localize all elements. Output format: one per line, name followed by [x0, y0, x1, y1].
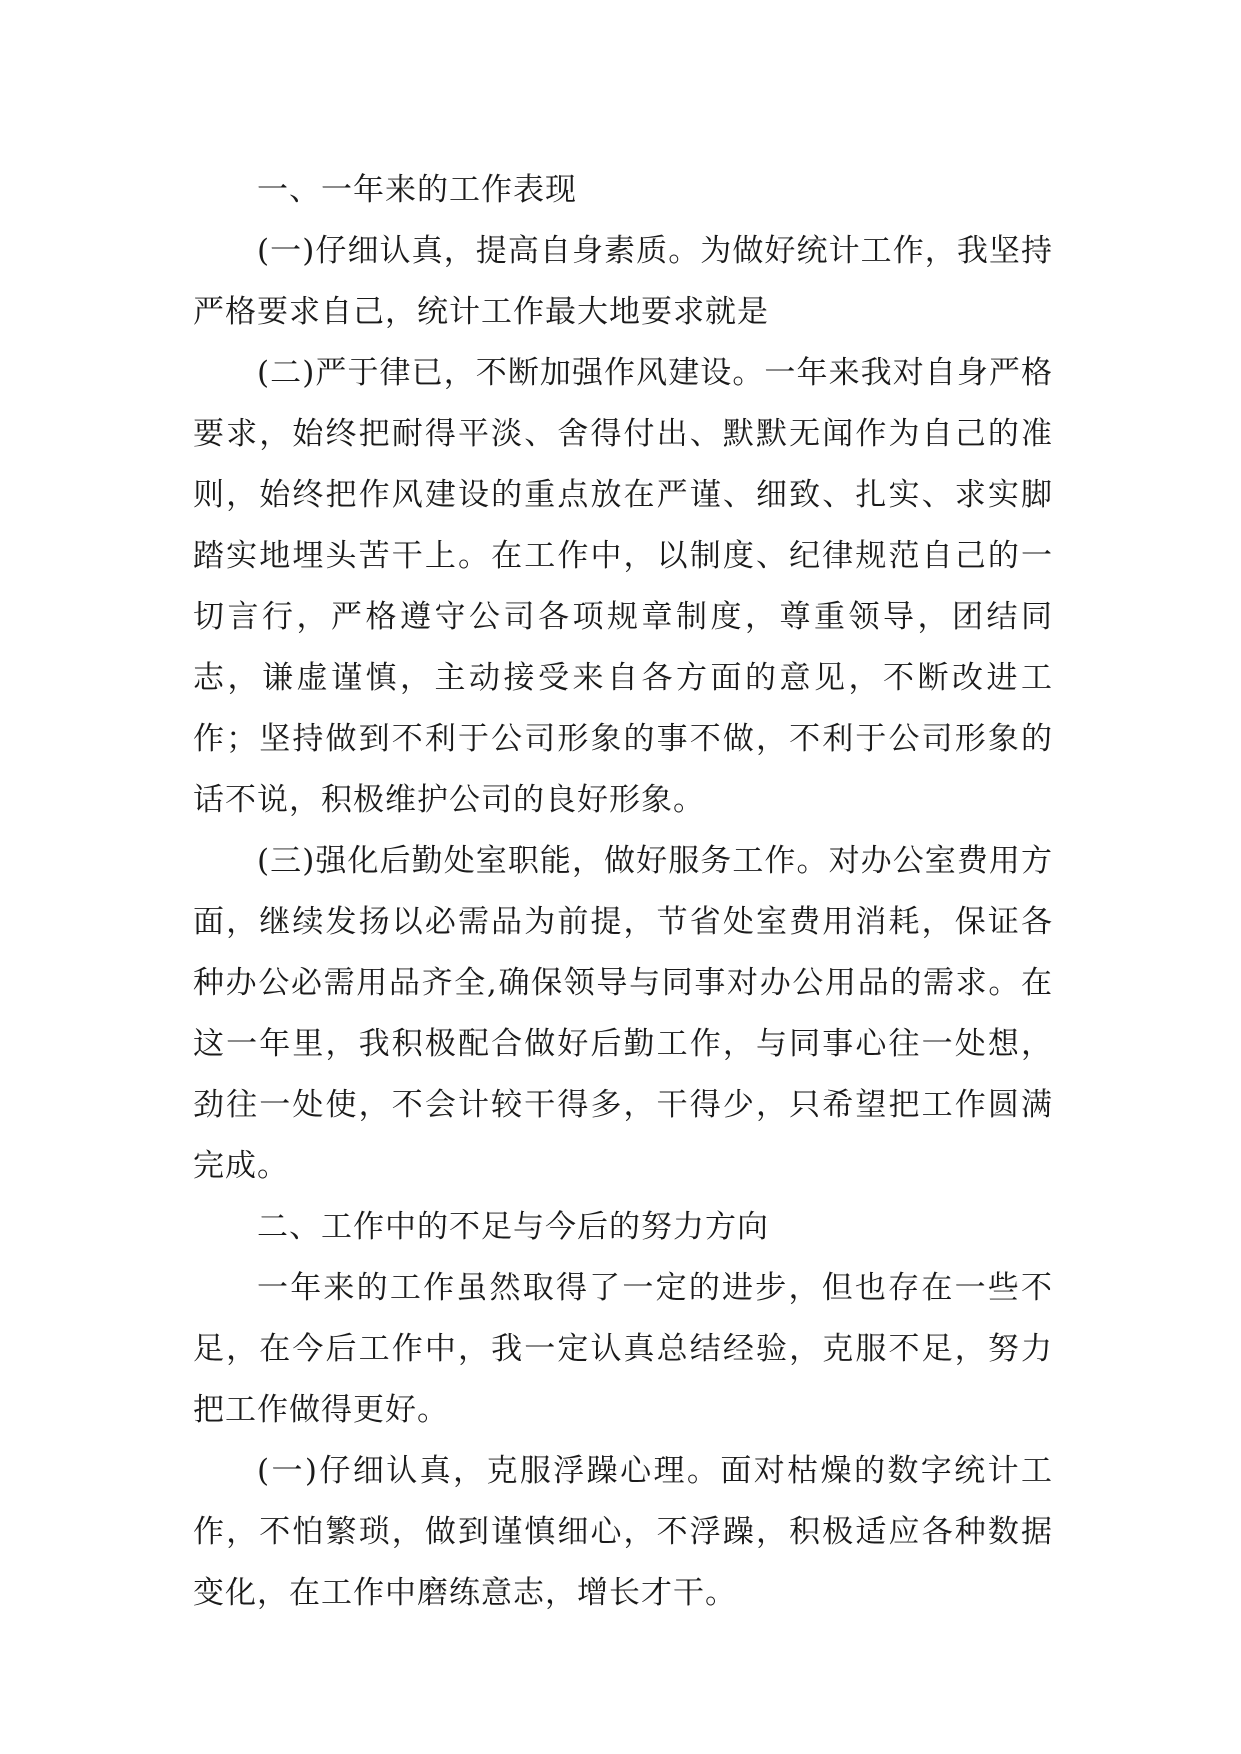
- paragraph: (一)仔细认真，克服浮躁心理。面对枯燥的数字统计工作，不怕繁琐，做到谨慎细心，不浮躁，积极适应各种数据变化，在工作中磨练意志，增长才干。: [193, 1453, 1053, 1611]
- section-heading-1: 一、一年来的工作表现: [257, 172, 577, 208]
- document-body: [193, 160, 1053, 1624]
- paragraph: (一)仔细认真，提高自身素质。为做好统计工作，我坚持严格要求自己，统计工作最大地要求就是: [193, 233, 1053, 330]
- paragraph: (二)严于律已，不断加强作风建设。一年来我对自身严格要求，始终把耐得平淡、舍得付出、默默无闻作为自己的准则，始终把作风建设的重点放在严谨、细致、扎实、求实脚踏实地埋头苦干上。在工作中，以制度、纪律规范自己的一切言行，严格遵守公司各项规章制度，尊重领导，团结同志，谦虚谨慎，主动接受来自各方面的意见，不断改进工作；坚持做到不利于公司形象的事不做，不利于公司形象的话不说，积极维护公司的良好形象。: [193, 355, 1053, 818]
- section-heading-2: 二、工作中的不足与今后的努力方向: [257, 1209, 769, 1245]
- paragraph: (三)强化后勤处室职能，做好服务工作。对办公室费用方面，继续发扬以必需品为前提，节省处室费用消耗，保证各种办公必需用品齐全,确保领导与同事对办公用品的需求。在这一年里，我积极配合做好后勤工作，与同事心往一处想，劲往一处使，不会计较干得多，干得少，只希望把工作圆满完成。: [193, 843, 1053, 1184]
- paragraph: 一年来的工作虽然取得了一定的进步，但也存在一些不足，在今后工作中，我一定认真总结经验，克服不足，努力把工作做得更好。: [193, 1270, 1053, 1428]
